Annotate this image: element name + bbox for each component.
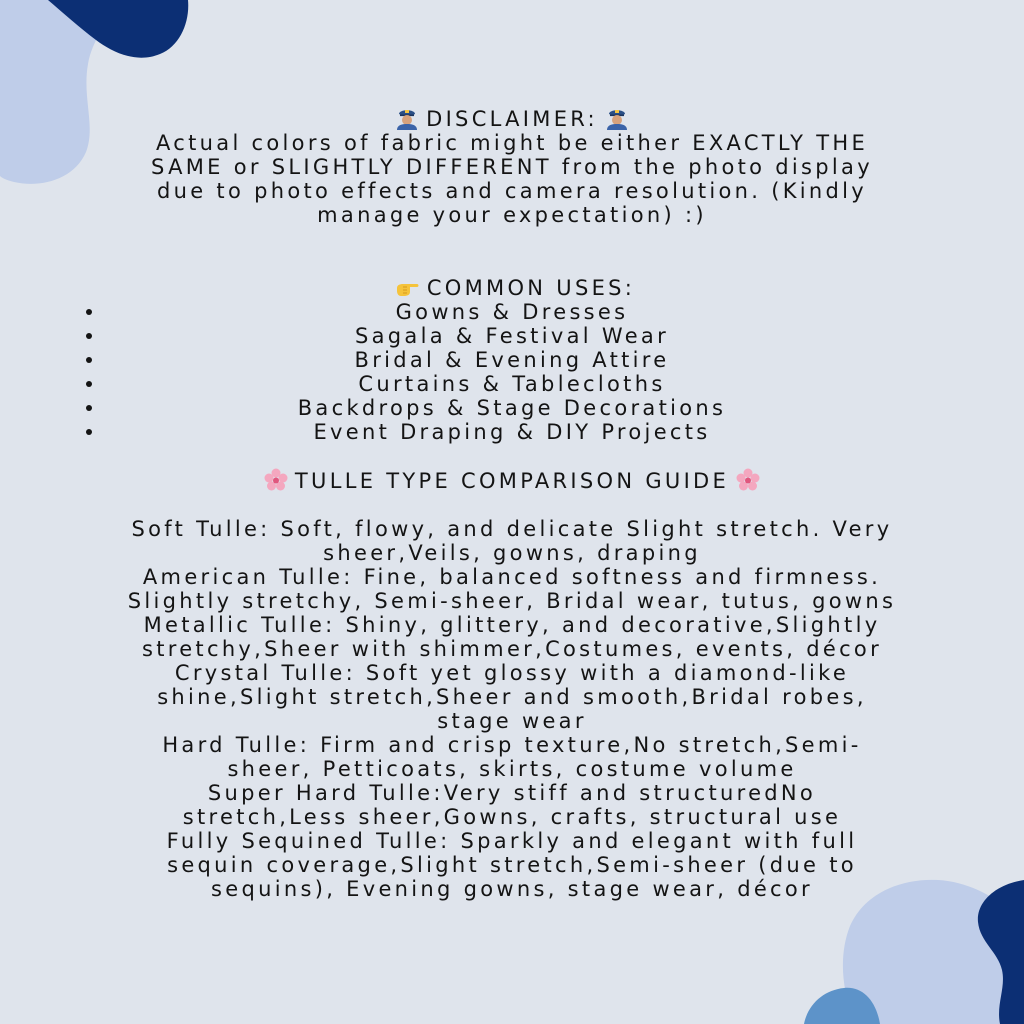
- police-officer-icon: [394, 106, 420, 130]
- list-item: [0, 396, 1024, 420]
- disclaimer-line: due to photo effects and camera resolution. (Kindly: [156, 179, 867, 203]
- guide-line: sequin coverage,Slight stretch,Semi-sheer (due to: [167, 853, 857, 877]
- disclaimer-heading: DISCLAIMER:: [426, 107, 598, 131]
- disclaimer-heading-row: [0, 106, 1024, 131]
- guide-line: Soft Tulle: Soft, flowy, and delicate Slight stretch. Very: [131, 517, 893, 541]
- bullet-icon: [86, 381, 92, 387]
- use-item-label: Gowns & Dresses: [395, 300, 629, 324]
- cherry-blossom-icon: [263, 468, 289, 492]
- comparison-guide-body: [0, 517, 1024, 901]
- guide-line: sheer,Veils, gowns, draping: [323, 541, 701, 565]
- pointing-hand-icon: [395, 275, 421, 299]
- common-uses-heading: COMMON USES:: [426, 276, 636, 300]
- content-block: [0, 106, 1024, 901]
- guide-line: American Tulle: Fine, balanced softness and firmness.: [142, 565, 882, 589]
- comparison-guide-heading: TULLE TYPE COMPARISON GUIDE: [294, 469, 730, 493]
- comparison-guide-section: [0, 468, 1024, 901]
- guide-line: stretchy,Sheer with shimmer,Costumes, events, décor: [141, 637, 883, 661]
- guide-line: Slightly stretchy, Semi-sheer, Bridal wear, tutus, gowns: [127, 589, 897, 613]
- guide-line: Crystal Tulle: Soft yet glossy with a diamond-like: [174, 661, 850, 685]
- list-item: [0, 372, 1024, 396]
- use-item-label: Event Draping & DIY Projects: [313, 420, 711, 444]
- top-left-dark-blob: [0, 0, 200, 80]
- guide-line: sequins), Evening gowns, stage wear, décor: [211, 877, 813, 901]
- common-uses-heading-row: [0, 275, 1024, 300]
- guide-line: stretch,Less sheer,Gowns, crafts, structural use: [182, 805, 842, 829]
- spacer: [0, 227, 1024, 275]
- guide-line: Super Hard Tulle:Very stiff and structuredNo: [207, 781, 817, 805]
- bottom-right-dark-blob: [966, 880, 1024, 1024]
- bottom-right-mid-blob: [800, 984, 890, 1024]
- use-item-label: Sagala & Festival Wear: [354, 324, 670, 348]
- bullet-icon: [86, 357, 92, 363]
- disclaimer-line: manage your expectation) :): [317, 203, 707, 227]
- bullet-icon: [86, 429, 92, 435]
- disclaimer-line: Actual colors of fabric might be either EXACTLY THE: [155, 131, 869, 155]
- bullet-icon: [86, 405, 92, 411]
- use-item-label: Backdrops & Stage Decorations: [297, 396, 727, 420]
- common-uses-list: [0, 300, 1024, 444]
- list-item: [0, 324, 1024, 348]
- spacer: [0, 493, 1024, 517]
- use-item-label: Bridal & Evening Attire: [354, 348, 670, 372]
- police-officer-icon: [604, 106, 630, 130]
- guide-line: Fully Sequined Tulle: Sparkly and elegant with full: [166, 829, 858, 853]
- disclaimer-line: SAME or SLIGHTLY DIFFERENT from the photo display: [151, 155, 873, 179]
- list-item: [0, 348, 1024, 372]
- comparison-guide-heading-row: [0, 468, 1024, 493]
- cherry-blossom-icon: [735, 468, 761, 492]
- disclaimer-section: [0, 106, 1024, 227]
- common-uses-section: [0, 275, 1024, 444]
- guide-line: Hard Tulle: Firm and crisp texture,No stretch,Semi-: [162, 733, 862, 757]
- bullet-icon: [86, 309, 92, 315]
- guide-line: stage wear: [437, 709, 587, 733]
- list-item: [0, 420, 1024, 444]
- guide-line: Metallic Tulle: Shiny, glittery, and decorative,Slightly: [143, 613, 881, 637]
- spacer: [0, 444, 1024, 468]
- list-item: [0, 300, 1024, 324]
- bullet-icon: [86, 333, 92, 339]
- guide-line: sheer, Petticoats, skirts, costume volume: [227, 757, 797, 781]
- guide-line: shine,Slight stretch,Sheer and smooth,Bridal robes,: [157, 685, 867, 709]
- use-item-label: Curtains & Tablecloths: [358, 372, 666, 396]
